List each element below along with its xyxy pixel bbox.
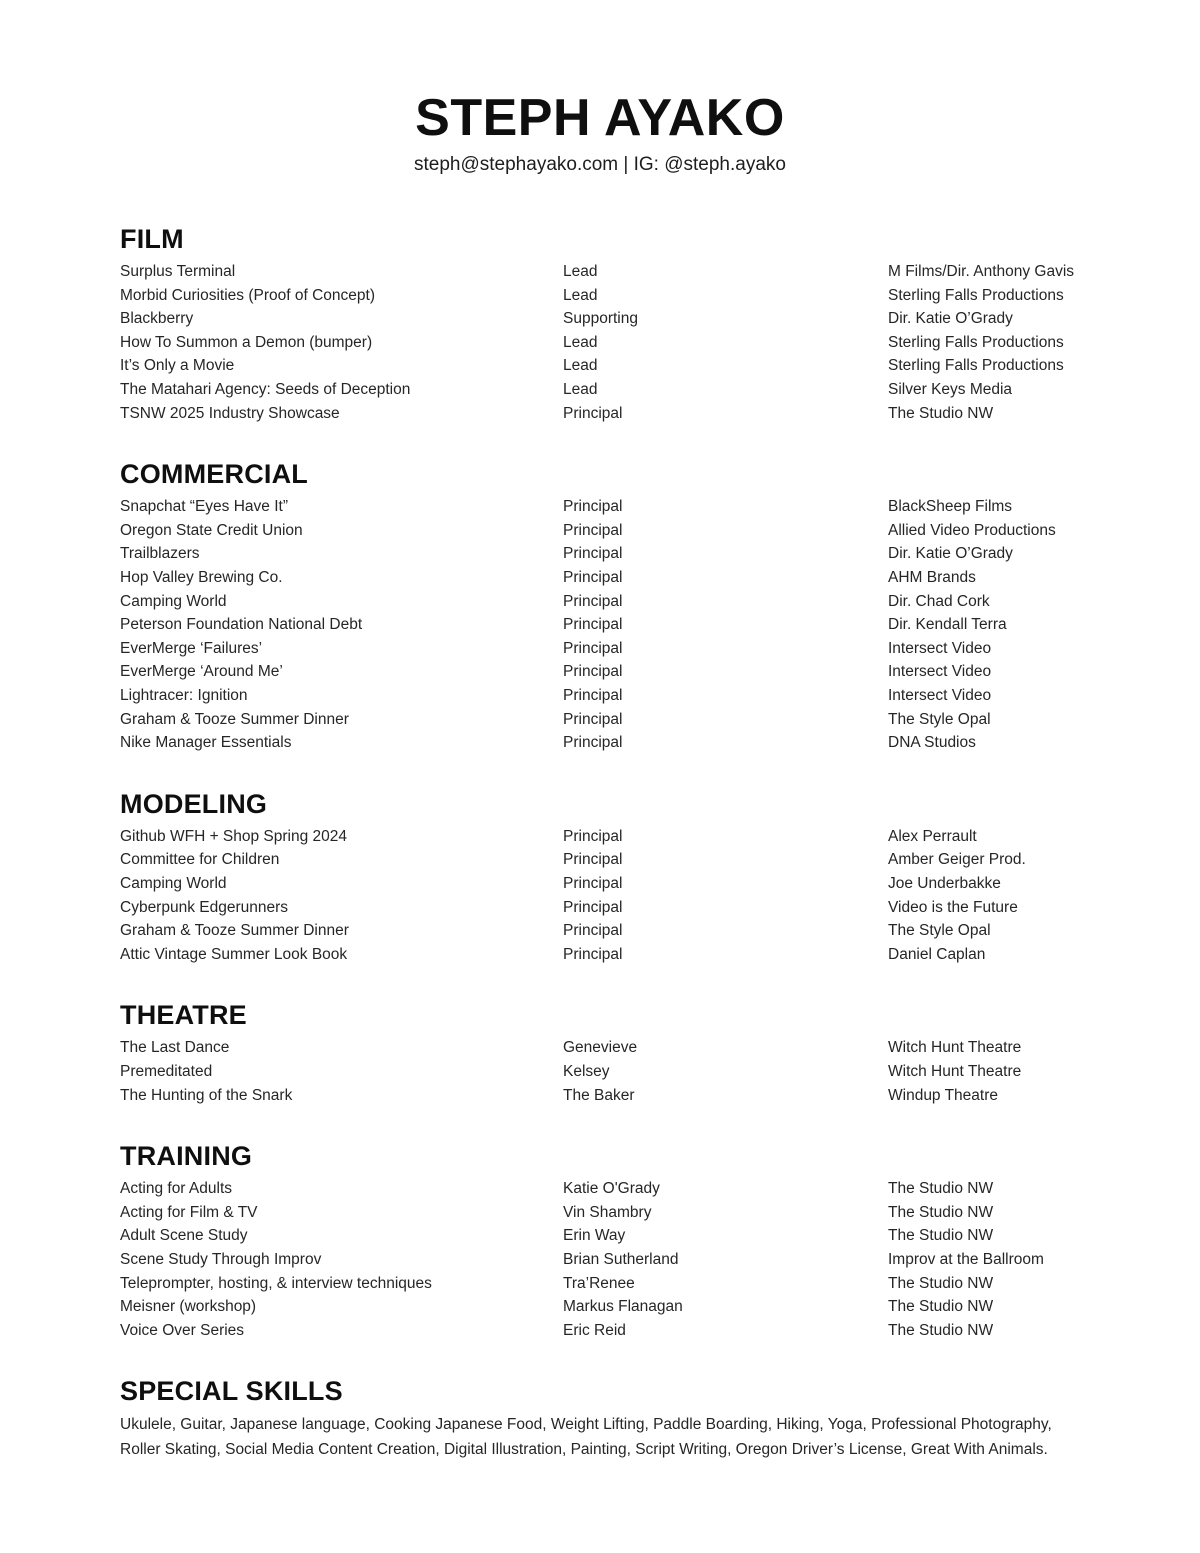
section-title-commercial: COMMERCIAL — [120, 459, 308, 490]
cell-role: The Baker — [563, 1086, 635, 1104]
resume-header — [120, 89, 1080, 176]
resume-section-commercial — [120, 459, 1080, 755]
cell-project: It’s Only a Movie — [120, 357, 235, 375]
table-row — [120, 260, 1080, 284]
cell-project: Committee for Children — [120, 851, 280, 869]
resume-section-modeling — [120, 789, 1080, 967]
cell-project: Nike Manager Essentials — [120, 734, 292, 752]
cell-studio: The Studio NW — [888, 1180, 994, 1198]
cell-project: Cyberpunk Edgerunners — [120, 898, 289, 916]
cell-production-company: Intersect Video — [888, 639, 992, 657]
table-row — [120, 566, 1080, 590]
cell-production-company: Dir. Kendall Terra — [888, 616, 1007, 634]
cell-studio: The Studio NW — [888, 1274, 994, 1292]
table-row — [120, 1201, 1080, 1225]
cell-project: Blackberry — [120, 310, 194, 328]
cell-project: Oregon State Credit Union — [120, 521, 303, 539]
resume-section-training — [120, 1141, 1080, 1342]
table-row — [120, 896, 1080, 920]
table-row — [120, 872, 1080, 896]
table-row — [120, 660, 1080, 684]
cell-project: TSNW 2025 Industry Showcase — [120, 404, 340, 422]
cell-role: Kelsey — [563, 1063, 610, 1081]
resume-section-film — [120, 224, 1080, 425]
cell-project: Lightracer: Ignition — [120, 687, 248, 704]
table-row — [120, 402, 1080, 426]
table-row — [120, 542, 1080, 566]
cell-studio: The Studio NW — [888, 1227, 994, 1245]
table-row — [120, 1248, 1080, 1272]
table-row — [120, 354, 1080, 378]
cell-production-company: The Studio NW — [888, 404, 994, 422]
table-row — [120, 1224, 1080, 1248]
cell-role: Principal — [563, 945, 623, 963]
cell-production-company: Sterling Falls Productions — [888, 357, 1064, 375]
cell-project: Github WFH + Shop Spring 2024 — [120, 827, 348, 845]
cell-project: Snapchat “Eyes Have It” — [120, 498, 288, 516]
cell-production-company: Silver Keys Media — [888, 381, 1013, 399]
cell-production: The Hunting of the Snark — [120, 1086, 293, 1104]
cell-production-company: M Films/Dir. Anthony Gavis — [888, 263, 1075, 281]
cell-project: Surplus Terminal — [120, 263, 236, 281]
cell-role: Principal — [563, 663, 623, 681]
cell-studio: The Studio NW — [888, 1298, 994, 1316]
special-skills-text: Ukulele, Guitar, Japanese language, Cooking Japanese Food, Weight Lifting, Paddle Boarding, Hiking, Yoga, Professional Photography, Roller Skating, Social Media Content Creation, Digital Illustration, Painting, Script Writing, Oregon Driver’s License, Great With Animals. — [120, 1416, 1052, 1459]
cell-role: Principal — [563, 521, 623, 539]
cell-role: Principal — [563, 851, 623, 869]
cell-role: Principal — [563, 710, 623, 728]
cell-project: EverMerge ‘Failures’ — [120, 639, 263, 657]
cell-instructor: Tra’Renee — [563, 1274, 635, 1292]
table-row — [120, 1060, 1080, 1084]
table-row — [120, 613, 1080, 637]
cell-production-company: Joe Underbakke — [888, 875, 1001, 893]
table-row — [120, 684, 1080, 708]
cell-project: Graham & Tooze Summer Dinner — [120, 922, 349, 940]
cell-role: Principal — [563, 687, 623, 704]
cell-course: Scene Study Through Improv — [120, 1251, 322, 1269]
cell-studio: Improv at the Ballroom — [888, 1251, 1044, 1269]
section-title-modeling: MODELING — [120, 788, 268, 819]
section-title-film: FILM — [120, 224, 184, 254]
cell-production-company: DNA Studios — [888, 734, 976, 752]
cell-production-company: BlackSheep Films — [888, 498, 1013, 516]
table-row — [120, 1319, 1080, 1343]
cell-production-company: Sterling Falls Productions — [888, 333, 1064, 351]
section-title-special-skills: SPECIAL SKILLS — [120, 1376, 343, 1407]
cell-course: Teleprompter, hosting, & interview techniques — [120, 1274, 432, 1292]
cell-project: Camping World — [120, 875, 227, 893]
cell-instructor: Erin Way — [563, 1227, 626, 1245]
cell-project: Trailblazers — [120, 545, 200, 563]
cell-role: Lead — [563, 381, 598, 399]
cell-production: Premeditated — [120, 1063, 213, 1081]
cell-production-company: AHM Brands — [888, 569, 976, 587]
table-row — [120, 307, 1080, 331]
section-title-training: TRAINING — [120, 1141, 253, 1172]
cell-production: The Last Dance — [120, 1039, 230, 1057]
cell-instructor: Katie O'Grady — [563, 1180, 660, 1198]
cell-theatre-company: Witch Hunt Theatre — [888, 1063, 1022, 1081]
table-row — [120, 731, 1080, 755]
cell-role: Lead — [563, 263, 598, 281]
cell-role: Principal — [563, 545, 623, 563]
cell-course: Voice Over Series — [120, 1321, 245, 1339]
cell-project: Graham & Tooze Summer Dinner — [120, 710, 349, 728]
cell-project: Attic Vintage Summer Look Book — [120, 945, 348, 963]
section-title-theatre: THEATRE — [120, 1000, 247, 1031]
resume-section-special-skills — [120, 1376, 1080, 1462]
cell-role: Lead — [563, 286, 598, 304]
table-row — [120, 1272, 1080, 1296]
cell-project: How To Summon a Demon (bumper) — [120, 333, 373, 351]
cell-role: Principal — [563, 827, 623, 845]
page-title: STEPH AYAKO — [415, 89, 785, 147]
table-row — [120, 708, 1080, 732]
table-row — [120, 1084, 1080, 1108]
table-row — [120, 825, 1080, 849]
cell-production-company: Dir. Katie O’Grady — [888, 545, 1013, 563]
cell-role: Genevieve — [563, 1039, 638, 1057]
cell-course: Acting for Adults — [120, 1180, 233, 1198]
cell-production-company: Dir. Chad Cork — [888, 592, 990, 610]
table-row — [120, 519, 1080, 543]
cell-role: Supporting — [563, 310, 638, 328]
cell-production-company: The Style Opal — [888, 710, 991, 728]
table-row — [120, 590, 1080, 614]
table-row — [120, 378, 1080, 402]
cell-role: Lead — [563, 357, 598, 375]
cell-studio: The Studio NW — [888, 1203, 994, 1221]
cell-instructor: Brian Sutherland — [563, 1251, 679, 1269]
table-row — [120, 1295, 1080, 1319]
cell-course: Meisner (workshop) — [120, 1298, 257, 1316]
cell-role: Principal — [563, 898, 623, 916]
cell-production-company: Dir. Katie O’Grady — [888, 310, 1013, 328]
table-row — [120, 495, 1080, 519]
cell-production-company: Intersect Video — [888, 663, 992, 681]
cell-production-company: Sterling Falls Productions — [888, 286, 1064, 304]
table-row — [120, 637, 1080, 661]
cell-course: Acting for Film & TV — [120, 1203, 258, 1221]
cell-role: Principal — [563, 922, 623, 940]
table-row — [120, 1177, 1080, 1201]
resume-section-theatre — [120, 1000, 1080, 1107]
cell-production-company: Intersect Video — [888, 687, 992, 704]
cell-role: Principal — [563, 734, 623, 752]
cell-instructor: Markus Flanagan — [563, 1298, 683, 1316]
table-row — [120, 1036, 1080, 1060]
cell-role: Principal — [563, 498, 623, 516]
table-row — [120, 284, 1080, 308]
cell-production-company: Daniel Caplan — [888, 945, 986, 963]
cell-studio: The Studio NW — [888, 1321, 994, 1339]
table-row — [120, 848, 1080, 872]
cell-production-company: Allied Video Productions — [888, 521, 1056, 539]
resume-sections — [120, 224, 1080, 1462]
cell-project: Peterson Foundation National Debt — [120, 616, 363, 634]
cell-instructor: Eric Reid — [563, 1321, 626, 1339]
cell-production-company: Alex Perrault — [888, 827, 977, 845]
cell-role: Lead — [563, 333, 598, 351]
cell-course: Adult Scene Study — [120, 1227, 248, 1245]
cell-role: Principal — [563, 639, 623, 657]
table-row — [120, 943, 1080, 967]
cell-production-company: Video is the Future — [888, 898, 1018, 916]
cell-role: Principal — [563, 875, 623, 893]
cell-role: Principal — [563, 616, 623, 634]
cell-project: Hop Valley Brewing Co. — [120, 569, 283, 587]
table-row — [120, 331, 1080, 355]
cell-role: Principal — [563, 592, 623, 610]
cell-project: EverMerge ‘Around Me’ — [120, 663, 283, 681]
table-row — [120, 919, 1080, 943]
cell-role: Principal — [563, 569, 623, 587]
contact-line: steph@stephayako.com | IG: @steph.ayako — [414, 154, 786, 175]
cell-production-company: The Style Opal — [888, 922, 991, 940]
cell-theatre-company: Windup Theatre — [888, 1086, 998, 1104]
cell-project: Camping World — [120, 592, 227, 610]
cell-instructor: Vin Shambry — [563, 1203, 652, 1221]
cell-project: Morbid Curiosities (Proof of Concept) — [120, 286, 375, 304]
cell-role: Principal — [563, 404, 623, 422]
cell-project: The Matahari Agency: Seeds of Deception — [120, 381, 411, 399]
cell-production-company: Amber Geiger Prod. — [888, 851, 1026, 869]
cell-theatre-company: Witch Hunt Theatre — [888, 1039, 1022, 1057]
